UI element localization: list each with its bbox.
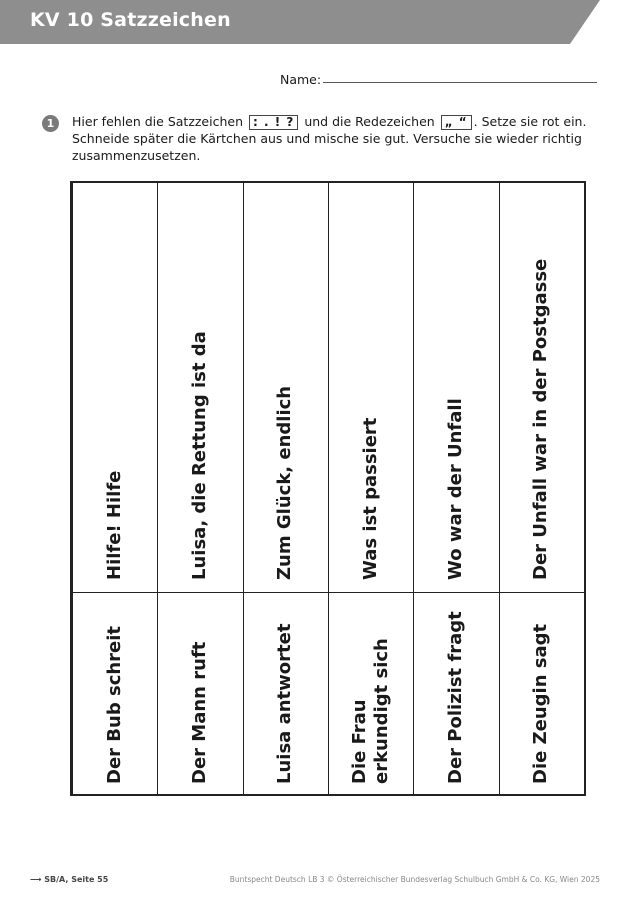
card-speaker: Der Bub schreit [103, 625, 125, 784]
card-top-cell [499, 183, 584, 592]
card-bottom-cell [72, 594, 157, 796]
card-speaker: Der Mann ruft [188, 641, 210, 784]
footer-reference: ⟶ SB/A, Seite 55 [30, 875, 109, 884]
card-speaker: Die Frau [348, 699, 370, 784]
card-sentence: Wo war der Unfall [444, 398, 466, 580]
quote-marks-box: „ “ [441, 115, 472, 130]
card-sentence: Zum Glück, endlich [274, 385, 296, 580]
card-top-cell [328, 183, 413, 592]
card-speaker: Der Polizist fragt [444, 611, 466, 784]
card-sentence: Hilfe! Hilfe [103, 470, 125, 580]
card-top-cell [157, 183, 242, 592]
instruction-text-2: und die Redezeichen [304, 114, 435, 129]
footer-copyright: Buntspecht Deutsch LB 3 © Österreichischer Bundesverlag Schulbuch GmbH & Co. KG, Wien 2025 [229, 875, 600, 884]
instruction-text-1: Hier fehlen die Satzzeichen [72, 114, 244, 129]
card-sentence: Was ist passiert [359, 417, 381, 580]
card-bottom-cell [243, 594, 328, 796]
worksheet-title: KV 10 Satzzeichen [30, 9, 231, 31]
card-sentence: Luisa, die Rettung ist da [188, 331, 210, 580]
header-banner [0, 0, 640, 48]
card-speaker: Luisa antwortet [274, 623, 296, 784]
card-speaker: erkundigt sich [370, 638, 392, 784]
footer-reference-text: SB/A, Seite 55 [44, 875, 109, 884]
card-sentence: Der Unfall war in der Postgasse [530, 258, 552, 580]
card-bottom-cell [413, 594, 498, 796]
name-field[interactable] [323, 82, 597, 83]
card-top-cell [413, 183, 498, 592]
instruction-text-3: . Setze sie rot ein. Schneide später die Kärtchen aus und mische sie gut. Versuche sie wieder richtig zusammenzusetzen. [72, 114, 587, 163]
card-bottom-cell [328, 594, 413, 796]
card-top-cell [243, 183, 328, 592]
punctuation-box: : . ! ? [249, 115, 298, 130]
task-instruction [72, 113, 602, 164]
card-speaker: Die Zeugin sagt [530, 623, 552, 784]
task-number-badge: 1 [42, 115, 59, 132]
card-grid [70, 181, 586, 796]
card-bottom-cell [499, 594, 584, 796]
name-label: Name: [280, 72, 322, 87]
card-bottom-cell [157, 594, 242, 796]
card-top-cell [72, 183, 157, 592]
